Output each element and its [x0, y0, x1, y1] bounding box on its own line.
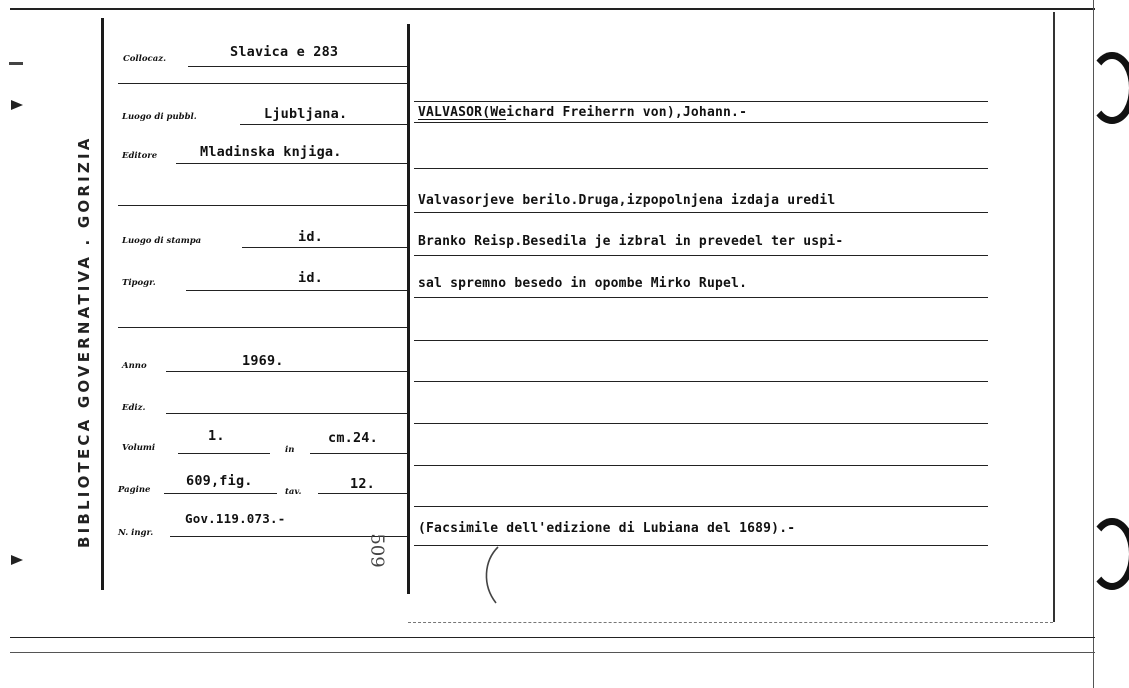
volumi-value: 1. [208, 428, 225, 444]
in-value: cm.24. [328, 430, 378, 446]
card-bottom-inner [408, 622, 1053, 623]
left-column-rule [101, 18, 104, 590]
rule-right-2 [414, 122, 988, 123]
rule-right-1 [414, 101, 988, 102]
punch-mark-top [9, 62, 23, 65]
tav-label: tav. [285, 487, 302, 497]
card-top-border [10, 8, 1095, 10]
author-underline [418, 119, 506, 120]
luogo-pubbl-value: Ljubljana. [264, 106, 348, 122]
tav-value: 12. [350, 476, 375, 492]
handwritten-mark: 509 [366, 533, 388, 568]
rule-left-1 [118, 83, 407, 84]
editore-value: Mladinska knjiga. [200, 144, 342, 160]
tipogr-value: id. [298, 270, 323, 286]
anno-value: 1969. [242, 353, 284, 369]
binding-ring-bottom [1088, 518, 1129, 590]
rule-right-7 [414, 340, 988, 341]
tipogr-line [186, 290, 407, 291]
anno-label: Anno [122, 361, 147, 371]
luogo-stampa-value: id. [298, 229, 323, 245]
card-bottom-border-b [10, 652, 1095, 653]
luogo-stampa-line [242, 247, 407, 248]
n-ingr-value: Gov.119.073.- [185, 511, 286, 526]
rule-right-6 [414, 297, 988, 298]
pencil-mark [480, 545, 510, 607]
rule-right-10 [414, 465, 988, 466]
collocazione-label: Collocaz. [123, 54, 167, 64]
spine-label: BIBLIOTECA GOVERNATIVA . GORIZIA [75, 135, 93, 548]
volumi-line [178, 453, 270, 454]
author-heading: VALVASOR(Weichard Freiherrn von),Johann.- [418, 105, 748, 120]
binding-ring-top [1088, 52, 1129, 124]
rule-right-5 [414, 255, 988, 256]
ediz-line [166, 413, 407, 414]
editore-line [176, 163, 407, 164]
punch-arrow-bottom [11, 555, 23, 565]
rule-left-2 [118, 205, 407, 206]
note-line: (Facsimile dell'edizione di Lubiana del 1689).- [418, 521, 796, 536]
collocazione-line [188, 66, 407, 67]
card-right-border [1053, 12, 1055, 622]
rule-right-3 [414, 168, 988, 169]
rule-right-9 [414, 423, 988, 424]
luogo-pubbl-line [240, 124, 407, 125]
card-bottom-border-a [10, 637, 1095, 638]
volumi-label: Volumi [122, 443, 156, 453]
ediz-label: Ediz. [122, 403, 146, 413]
luogo-stampa-label: Luogo di stampa [122, 236, 202, 246]
in-label: in [285, 445, 295, 455]
collocazione-value: Slavica e 283 [230, 44, 339, 60]
tav-line [318, 493, 407, 494]
anno-line [166, 371, 407, 372]
tipogr-label: Tipogr. [122, 278, 156, 288]
luogo-pubbl-label: Luogo di pubbl. [122, 112, 197, 122]
pagine-label: Pagine [118, 485, 151, 495]
in-line [310, 453, 407, 454]
middle-column-rule [407, 24, 410, 594]
title-line-1: Valvasorjeve berilo.Druga,izpopolnjena izdaja uredil [418, 193, 836, 208]
rule-right-4 [414, 212, 988, 213]
pagine-value: 609,fig. [186, 473, 253, 489]
rule-right-8 [414, 381, 988, 382]
rule-left-3 [118, 327, 407, 328]
rule-right-11 [414, 506, 988, 507]
title-line-2: Branko Reisp.Besedila je izbral in prevedel ter uspi- [418, 234, 844, 249]
pagine-line [164, 493, 277, 494]
punch-arrow-top [11, 100, 23, 110]
n-ingr-label: N. ingr. [118, 528, 154, 538]
editore-label: Editore [122, 151, 158, 161]
title-line-3: sal spremno besedo in opombe Mirko Rupel. [418, 276, 748, 291]
